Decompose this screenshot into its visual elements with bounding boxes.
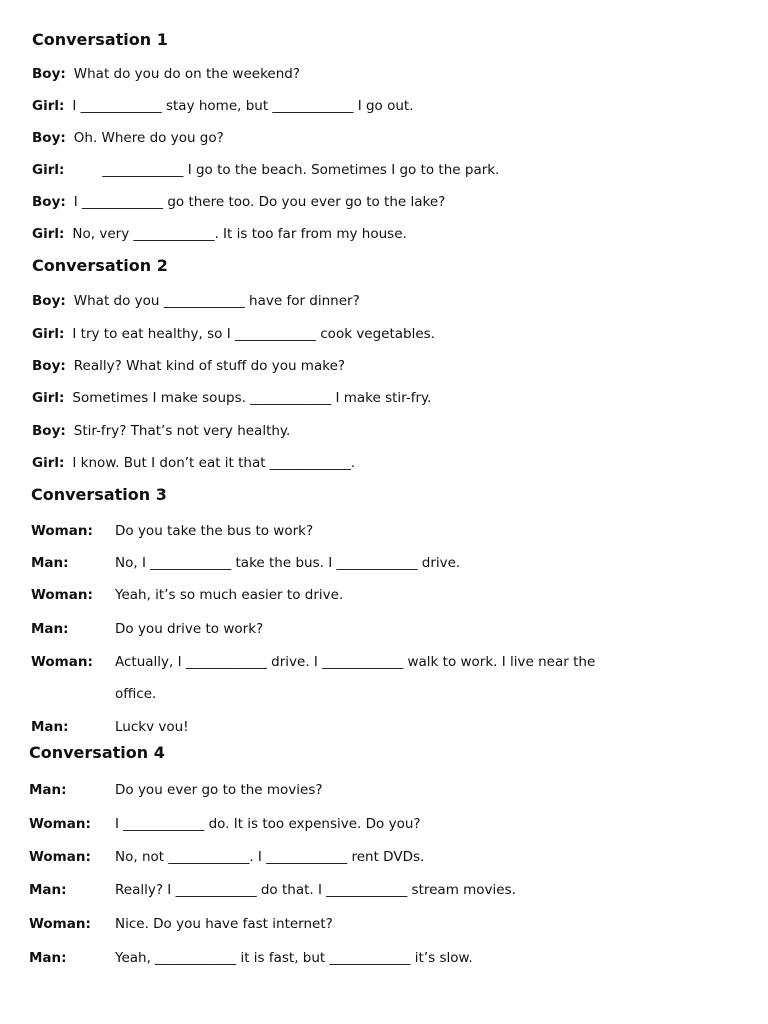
dialogue-line [31, 586, 343, 604]
line-text: ____________ I go to the beach. Sometimes I go to the park. [102, 162, 500, 178]
dialogue-line [32, 97, 414, 115]
speaker-label: Woman: [29, 916, 91, 932]
line-text: Yeah, ____________ it is fast, but ____________ it’s slow. [115, 950, 473, 966]
line-text: Really? What kind of stuff do you make? [73, 358, 346, 374]
speaker-label: Girl: [32, 390, 65, 406]
line-text: Stir-fry? That’s not very healthy. [73, 423, 291, 439]
speaker-label: Girl: [32, 326, 65, 342]
speaker-label: Boy: [32, 358, 66, 374]
speaker-label: Girl: [32, 98, 65, 114]
line-text: Do you drive to work? [115, 621, 264, 637]
speaker-label: Man: [31, 621, 69, 637]
line-text: What do you do on the weekend? [73, 66, 301, 82]
dialogue-line [31, 653, 595, 671]
speaker-label: Man: [29, 950, 67, 966]
line-text: I ____________ go there too. Do you ever go to the lake? [73, 194, 446, 210]
dialogue-line [29, 881, 516, 899]
line-text: I know. But I don’t eat it that ____________. [72, 455, 356, 471]
line-text: Do you take the bus to work? [115, 523, 314, 539]
speaker-label: Girl: [32, 455, 65, 471]
dialogue-line [29, 949, 473, 967]
speaker-label: Man: [31, 555, 69, 571]
dialogue-line [32, 357, 345, 375]
speaker-label: Boy: [32, 423, 66, 439]
line-text: Actually, I ____________ drive. I ____________ walk to work. I live near the [115, 654, 596, 670]
dialogue-line [32, 454, 355, 472]
line-text: I ____________ stay home, but ____________ I go out. [72, 98, 414, 114]
dialogue-line [32, 65, 300, 83]
speaker-label: Boy: [32, 194, 66, 210]
line-text: Really? I ____________ do that. I ____________ stream movies. [115, 882, 516, 898]
line-text: I try to eat healthy, so I ____________ cook vegetables. [72, 326, 436, 342]
dialogue-line [32, 389, 431, 407]
speaker-label: Woman: [29, 816, 91, 832]
dialogue-line [31, 554, 460, 572]
conversation-3-title: Conversation 3 [31, 485, 167, 504]
line-text: What do you ____________ have for dinner? [73, 293, 360, 309]
speaker-label: Man: [29, 782, 67, 798]
dialogue-line [29, 815, 421, 833]
speaker-label: Girl: [32, 226, 65, 242]
speaker-label: Boy: [32, 293, 66, 309]
conversation-4-title: Conversation 4 [29, 743, 165, 762]
dialogue-line [29, 848, 424, 866]
conversation-2-title: Conversation 2 [32, 256, 168, 275]
speaker-label: Boy: [32, 130, 66, 146]
line-text: Yeah, it’s so much easier to drive. [115, 587, 344, 603]
line-text: office. [115, 686, 157, 702]
line-text: Do you ever go to the movies? [115, 782, 323, 798]
dialogue-line [32, 225, 407, 243]
dialogue-line [29, 915, 333, 933]
dialogue-line [32, 292, 360, 310]
dialogue-line [32, 193, 445, 211]
line-text: No, I ____________ take the bus. I ____________ drive. [115, 555, 461, 571]
speaker-label: Girl: [32, 162, 65, 178]
line-text: Sometimes I make soups. ____________ I make stir-fry. [72, 390, 432, 406]
dialogue-line [32, 161, 499, 179]
dialogue-line [32, 325, 435, 343]
dialogue-line [31, 522, 313, 540]
speaker-label: Woman: [29, 849, 91, 865]
line-text: No, very ____________. It is too far from my house. [72, 226, 407, 242]
speaker-label: Woman: [31, 587, 93, 603]
dialogue-line [29, 781, 323, 799]
speaker-label: Boy: [32, 66, 66, 82]
line-text: Nice. Do you have fast internet? [115, 916, 333, 932]
speaker-label: Woman: [31, 523, 93, 539]
line-text: No, not ____________. I ____________ rent DVDs. [115, 849, 425, 865]
dialogue-line [32, 422, 290, 440]
dialogue-line [31, 620, 263, 638]
line-text: Oh. Where do you go? [73, 130, 224, 146]
speaker-label: Woman: [31, 654, 93, 670]
dialogue-line [32, 129, 224, 147]
dialogue-line-continuation [31, 685, 156, 703]
dialogue-line [31, 718, 189, 736]
speaker-label: Man: [29, 882, 67, 898]
line-text: I ____________ do. It is too expensive. Do you? [115, 816, 421, 832]
line-text: Luckv vou! [115, 719, 189, 735]
speaker-label: Man: [31, 719, 69, 735]
conversation-1-title: Conversation 1 [32, 30, 168, 49]
